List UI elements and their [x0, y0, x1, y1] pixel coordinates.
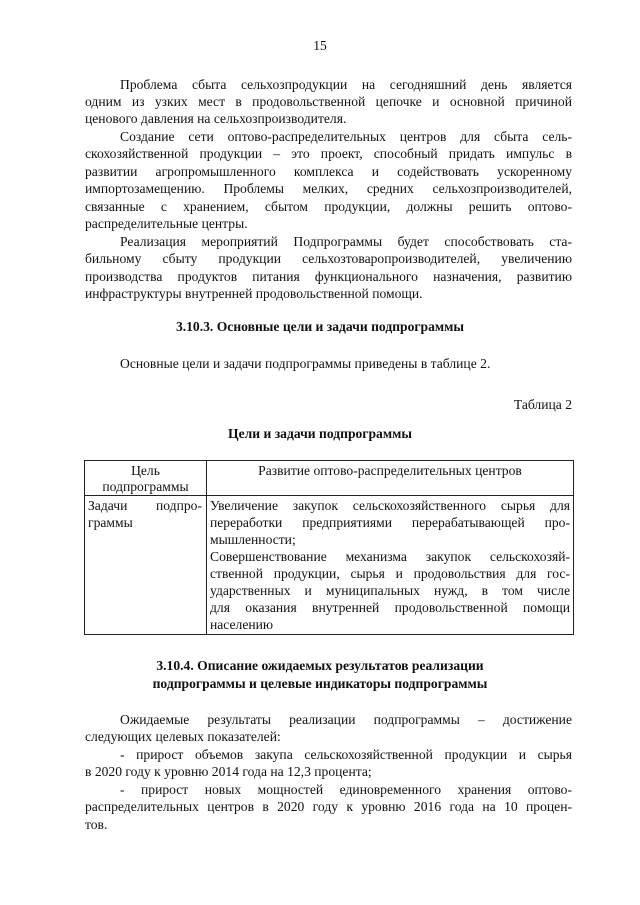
paragraph-line: скохозяйственной продукции – это проект, способный придать импульс в — [85, 146, 572, 161]
paragraph-line: - прирост новых мощностей единовременного хранения оптово- — [120, 782, 572, 797]
paragraph-line: тов. — [85, 817, 108, 832]
table-title: Цели и задачи подпрограммы — [228, 426, 412, 441]
table-border — [84, 460, 574, 461]
table-cell-value: ударственных и муниципальных нужд, в том числе — [210, 583, 570, 598]
section-heading-3-10-4: подпрограммы и целевые индикаторы подпрограммы — [152, 676, 488, 691]
table-cell-label: Задачи подпро- — [88, 498, 202, 513]
table-label: Таблица 2 — [513, 397, 572, 412]
table-cell-value: Развитие оптово-распределительных центров — [258, 463, 522, 478]
table-cell-value: для оказания внутренней продовольственной помощи — [210, 600, 570, 615]
table-cell-label: Цель — [131, 463, 160, 478]
table-cell-value: Совершенствование механизма закупок сельскохозяй- — [210, 549, 570, 564]
table-cell-label: граммы — [88, 515, 133, 530]
paragraph-line: распределительные центры. — [85, 216, 248, 231]
paragraph-line: следующих целевых показателей: — [85, 729, 281, 744]
paragraph-line: Проблема сбыта сельхозпродукции на сегодняшний день является — [120, 77, 572, 92]
table-cell-value: населению — [210, 617, 274, 632]
table-cell-value: переработки предприятиями перерабатывающей про- — [210, 515, 570, 530]
table-border — [84, 495, 574, 496]
table-cell-value: ственной продукции, сырья и продовольствия для гос- — [210, 566, 570, 581]
paragraph-line: бильному сбыту продукции сельхозтоваропроизводителей, увеличению — [85, 251, 572, 266]
paragraph-line: - прирост объемов закупа сельскохозяйственной продукции и сырья — [120, 747, 572, 762]
table-cell-value: мышленности; — [210, 532, 296, 547]
paragraph-line: ценового давления на сельхозпроизводителя. — [85, 111, 347, 126]
section-text: Основные цели и задачи подпрограммы приведены в таблице 2. — [120, 356, 491, 371]
paragraph-line: импортозамещению. Проблемы мелких, средних сельхозпроизводителей, — [85, 181, 572, 196]
paragraph-line: Создание сети оптово-распределительных центров для сбыта сель- — [120, 129, 572, 144]
table-border — [84, 634, 574, 635]
paragraph-line: одним из узких мест в продовольственной цепочке и основной причиной — [85, 94, 572, 109]
paragraph-line: связанные с хранением, сбытом продукции, должны решить оптово- — [85, 199, 572, 214]
paragraph-line: производства продуктов питания функционального назначения, развитию — [85, 269, 572, 284]
section-heading-3-10-3: 3.10.3. Основные цели и задачи подпрограммы — [175, 319, 465, 334]
paragraph-line: Ожидаемые результаты реализации подпрограммы – достижение — [120, 712, 572, 727]
paragraph-line: в 2020 году к уровню 2014 года на 12,3 процента; — [85, 764, 372, 779]
paragraph-line: инфраструктуры внутренней продовольственной помощи. — [85, 286, 423, 301]
table-cell-value: Увеличение закупок сельскохозяйственного сырья для — [210, 498, 570, 513]
table-border — [206, 460, 207, 635]
paragraph-line: развитии агропромышленного комплекса и содействовать ускоренному — [85, 164, 572, 179]
section-heading-3-10-4: 3.10.4. Описание ожидаемых результатов реализации — [156, 658, 484, 673]
paragraph-line: распределительных центров в 2020 году к уровню 2016 года на 10 процен- — [85, 799, 572, 814]
table-border — [573, 460, 574, 635]
table-cell-label: подпрограммы — [102, 479, 189, 494]
paragraph-line: Реализация мероприятий Подпрограммы будет способствовать ста- — [120, 234, 572, 249]
page-number: 15 — [313, 38, 327, 53]
